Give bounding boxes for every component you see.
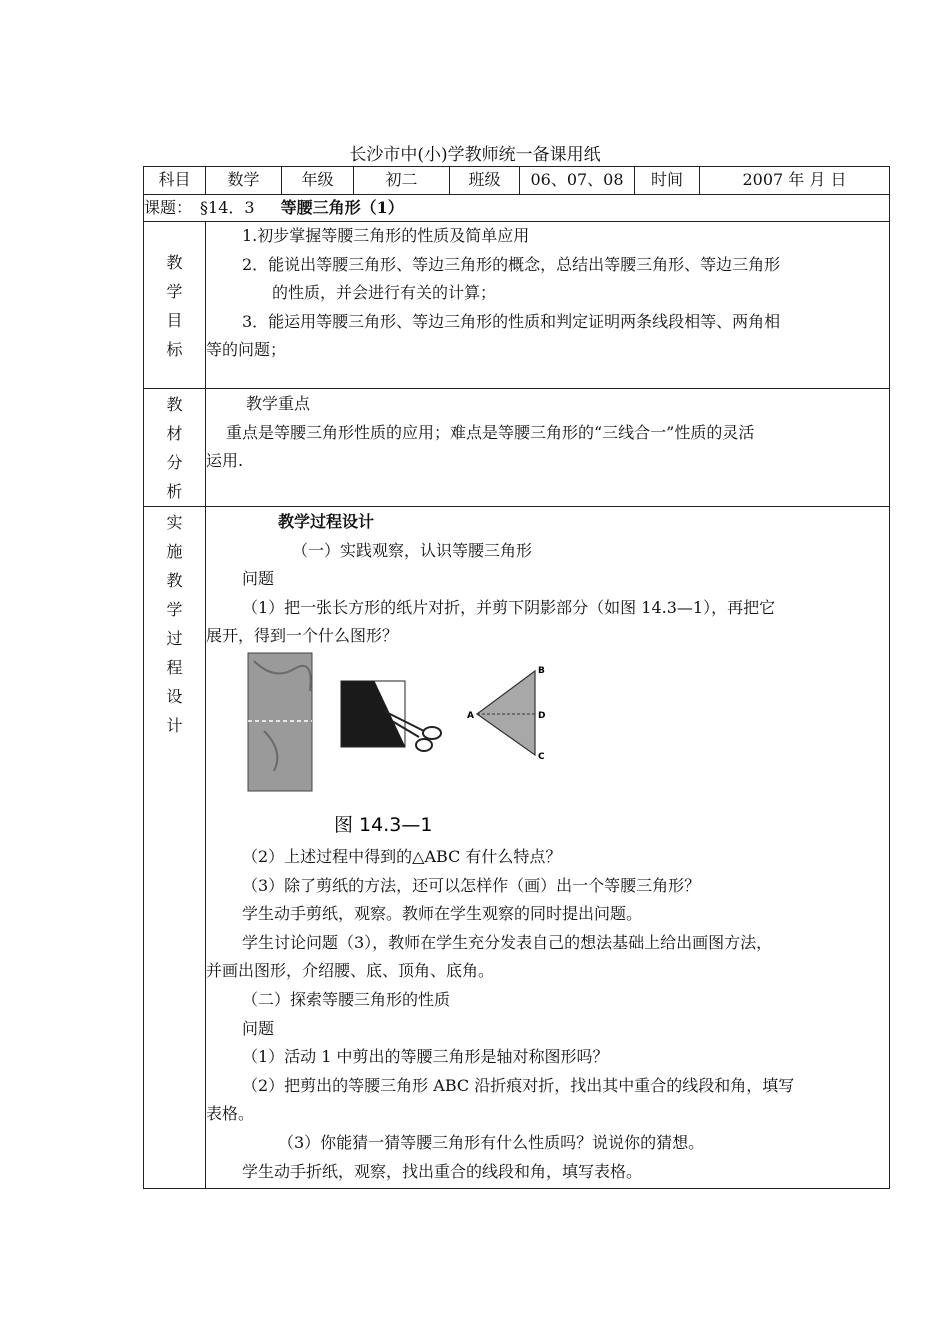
lesson-section: §14．3 — [200, 198, 255, 217]
class-value: 06、07、08 — [520, 167, 635, 195]
property-question-1: （1）活动 1 中剪出的等腰三角形是轴对称图形吗？ — [242, 1047, 609, 1067]
time-value: 2007 年 月 日 — [700, 167, 890, 195]
objectives-row — [144, 222, 890, 389]
objective-1: 1.初步掌握等腰三角形的性质及简单应用 — [242, 226, 530, 245]
figure-14-3-1 — [206, 651, 889, 843]
document-title: 长沙市中(小)学教师统一备课用纸 — [349, 145, 601, 165]
student-activity-3: 学生动手折纸，观察，找出重合的线段和角，填写表格。 — [242, 1161, 643, 1181]
subject-label: 科目 — [144, 167, 206, 195]
analysis-heading: 教学重点 — [246, 394, 311, 413]
student-activity-2b: 并画出图形，介绍腰、底、顶角、底角。 — [206, 961, 495, 981]
question-3: （3）除了剪纸的方法，还可以怎样作（画）出一个等腰三角形？ — [242, 875, 701, 895]
subject-value: 数学 — [206, 167, 282, 195]
part2-title: （二）探索等腰三角形的性质 — [242, 989, 451, 1009]
objective-2-cont: 的性质，并会进行有关的计算； — [272, 283, 497, 303]
property-question-2a: （2）把剪出的等腰三角形 ABC 沿折痕对折，找出其中重合的线段和角，填写 — [242, 1075, 795, 1095]
lesson-label: 课题： — [144, 198, 193, 217]
property-question-2b: 表格。 — [206, 1104, 255, 1124]
analysis-label: 教 材 分 析 — [144, 389, 206, 507]
analysis-row — [144, 389, 890, 507]
process-heading: 教学过程设计 — [278, 512, 375, 531]
part1-title: （一）实践观察，认识等腰三角形 — [292, 540, 533, 560]
objective-2: 2．能说出等腰三角形、等边三角形的概念，总结出等腰三角形、等边三角形 — [242, 254, 781, 274]
analysis-line-2: 运用. — [206, 451, 244, 471]
analysis-line-1: 重点是等腰三角形性质的应用；难点是等腰三角形的“三线合一”性质的灵活 — [226, 422, 755, 442]
figure-caption: 图 14.3—1 — [334, 813, 433, 836]
grade-label: 年级 — [282, 167, 354, 195]
header-row — [144, 167, 890, 195]
student-activity-2a: 学生讨论问题（3），教师在学生充分发表自己的想法基础上给出画图方法， — [242, 932, 773, 952]
objective-3: 3．能运用等腰三角形、等边三角形的性质和判定证明两条线段相等、两角相 — [242, 311, 781, 331]
point-c-label: C — [538, 751, 545, 762]
objective-3-cont: 等的问题； — [206, 340, 287, 360]
point-b-label: B — [538, 665, 545, 676]
question-label-2: 问题 — [242, 1018, 275, 1038]
time-label: 时间 — [635, 167, 700, 195]
objectives-content — [206, 222, 890, 389]
process-label: 实 施 教 学 过 程 设 计 — [144, 507, 206, 1189]
question-label-1: 问题 — [242, 569, 275, 589]
student-activity-1: 学生动手剪纸，观察。教师在学生观察的同时提出问题。 — [242, 904, 643, 924]
property-question-3: （3）你能猜一猜等腰三角形有什么性质吗？说说你的猜想。 — [278, 1132, 705, 1152]
isosceles-triangle — [477, 671, 535, 755]
grade-value: 初二 — [354, 167, 450, 195]
question-1a: （1）把一张长方形的纸片对折，并剪下阴影部分（如图 14.3—1），再把它 — [242, 597, 776, 617]
lesson-plan-table — [143, 166, 890, 1189]
point-d-label: D — [538, 710, 546, 721]
figure-illustration — [234, 651, 564, 843]
lesson-title — [144, 195, 890, 222]
lesson-name: 等腰三角形（1） — [280, 198, 404, 217]
objectives-label: 教 学 目 标 — [144, 222, 206, 389]
lesson-row — [144, 195, 890, 222]
question-1b: 展开，得到一个什么图形？ — [206, 626, 399, 646]
question-2: （2）上述过程中得到的△ABC 有什么特点？ — [242, 846, 562, 866]
class-label: 班级 — [450, 167, 520, 195]
analysis-content — [206, 389, 890, 507]
process-row — [144, 507, 890, 1189]
point-a-label: A — [467, 710, 474, 721]
process-content — [206, 507, 890, 1189]
